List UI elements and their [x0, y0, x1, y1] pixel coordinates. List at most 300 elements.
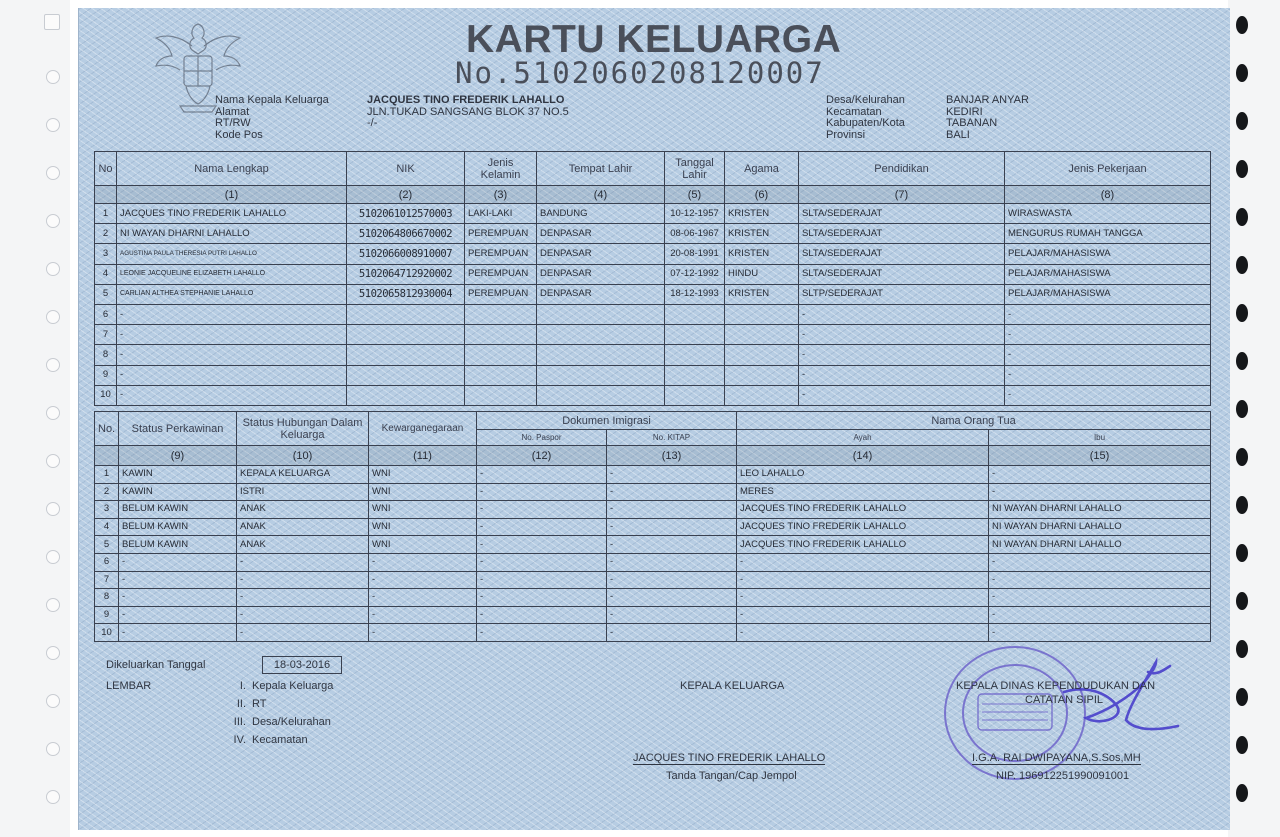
cell-ayah: -	[737, 589, 989, 607]
punch-hole	[1236, 544, 1248, 562]
lembar-roman: III.	[233, 716, 246, 728]
cell-status-perkawinan: BELUM KAWIN	[119, 518, 237, 536]
cell-kewarganegaraan: -	[369, 624, 477, 642]
num-cell: (12)	[477, 446, 607, 466]
value-desa: BANJAR ANYAR	[946, 94, 1029, 106]
punch-hole	[46, 358, 60, 372]
cell-no-paspor: -	[477, 571, 607, 589]
cell-no-kitap: -	[607, 536, 737, 554]
cell-status-hubungan: ANAK	[237, 501, 369, 519]
table-row	[95, 518, 1211, 536]
cell-ayah: -	[737, 624, 989, 642]
tractor-strip-left	[0, 0, 70, 837]
cell-pendidikan: -	[799, 365, 1005, 385]
punch-hole	[46, 70, 60, 84]
row-number: 6	[95, 553, 119, 571]
family-status-table	[94, 411, 1211, 642]
document-title: KARTU KELUARGA	[466, 18, 842, 61]
punch-hole	[1236, 352, 1248, 370]
cell-tempat-lahir	[537, 385, 665, 405]
cell-tempat-lahir: BANDUNG	[537, 204, 665, 224]
lembar-item: Kecamatan	[252, 734, 308, 746]
cell-nama: -	[117, 385, 347, 405]
cell-no-kitap: -	[607, 518, 737, 536]
table-row	[95, 244, 1211, 264]
cell-agama	[725, 385, 799, 405]
num-cell: (8)	[1005, 186, 1211, 204]
punch-hole	[46, 502, 60, 516]
num-cell	[95, 446, 119, 466]
signature-caption: Tanda Tangan/Cap Jempol	[666, 770, 797, 782]
cell-no-kitap: -	[607, 466, 737, 484]
cell-tanggal-lahir	[665, 345, 725, 365]
label-kode-pos: Kode Pos	[215, 128, 263, 141]
cell-pendidikan: -	[799, 325, 1005, 345]
row-number: 7	[95, 325, 117, 345]
cell-kewarganegaraan: -	[369, 589, 477, 607]
cell-status-perkawinan: KAWIN	[119, 483, 237, 501]
th2-status-hubungan: Status Hubungan Dalam Keluarga	[237, 412, 369, 446]
row-number: 1	[95, 204, 117, 224]
punch-hole	[1236, 496, 1248, 514]
cell-agama: KRISTEN	[725, 224, 799, 244]
row-number: 10	[95, 624, 119, 642]
cell-tanggal-lahir: 20-08-1991	[665, 244, 725, 264]
cell-pendidikan: SLTA/SEDERAJAT	[799, 264, 1005, 284]
cell-nik: 5102066008910007	[347, 244, 465, 264]
tractor-strip-right	[1228, 0, 1280, 837]
th-jenis-pekerjaan: Jenis Pekerjaan	[1005, 152, 1211, 186]
num-cell: (7)	[799, 186, 1005, 204]
cell-no-paspor: -	[477, 466, 607, 484]
table-row	[95, 483, 1211, 501]
cell-no-kitap: -	[607, 553, 737, 571]
punch-hole	[46, 166, 60, 180]
cell-ayah: JACQUES TINO FREDERIK LAHALLO	[737, 536, 989, 554]
cell-nik	[347, 345, 465, 365]
cell-kewarganegaraan: WNI	[369, 483, 477, 501]
label-provinsi: Provinsi	[826, 128, 866, 141]
lembar-list	[230, 677, 333, 749]
cell-pendidikan: SLTA/SEDERAJAT	[799, 204, 1005, 224]
row-number: 4	[95, 518, 119, 536]
cell-nik: 5102061012570003	[347, 204, 465, 224]
dinas-title-line2: CATATAN SIPIL	[1025, 694, 1104, 706]
cell-jenis-kelamin	[465, 345, 537, 365]
cell-pekerjaan: MENGURUS RUMAH TANGGA	[1005, 224, 1211, 244]
num-cell: (10)	[237, 446, 369, 466]
cell-ibu: -	[989, 571, 1211, 589]
cell-status-perkawinan: -	[119, 589, 237, 607]
cell-no-kitap: -	[607, 589, 737, 607]
cell-nama: JACQUES TINO FREDERIK LAHALLO	[117, 204, 347, 224]
th2-no-kitap: No. KITAP	[607, 430, 737, 446]
cell-jenis-kelamin	[465, 325, 537, 345]
cell-ayah: MERES	[737, 483, 989, 501]
punch-hole	[1236, 640, 1248, 658]
cell-ibu: -	[989, 466, 1211, 484]
th2-status-perkawinan: Status Perkawinan	[119, 412, 237, 446]
th-pendidikan: Pendidikan	[799, 152, 1005, 186]
cell-status-perkawinan: -	[119, 571, 237, 589]
cell-agama	[725, 365, 799, 385]
punch-hole	[1236, 736, 1248, 754]
cell-ayah: -	[737, 553, 989, 571]
cell-pendidikan: SLTA/SEDERAJAT	[799, 224, 1005, 244]
cell-status-perkawinan: BELUM KAWIN	[119, 536, 237, 554]
th-tempat-lahir: Tempat Lahir	[537, 152, 665, 186]
cell-jenis-kelamin	[465, 385, 537, 405]
cell-status-hubungan: ANAK	[237, 536, 369, 554]
num-cell: (13)	[607, 446, 737, 466]
dinas-title-line1: KEPALA DINAS KEPENDUDUKAN DAN	[956, 680, 1156, 692]
row-number: 2	[95, 224, 117, 244]
cell-nik	[347, 304, 465, 324]
num-cell: (11)	[369, 446, 477, 466]
cell-nama: -	[117, 304, 347, 324]
value-alamat: JLN.TUKAD SANGSANG BLOK 37 NO.5	[367, 105, 569, 118]
cell-agama: HINDU	[725, 264, 799, 284]
th-tanggal-lahir: Tanggal Lahir	[665, 152, 725, 186]
cell-no-paspor: -	[477, 501, 607, 519]
cell-jenis-kelamin: PEREMPUAN	[465, 244, 537, 264]
dinas-officer-name: I.G.A. RAI DWIPAYANA,S.Sos,MH	[972, 752, 1141, 764]
num-cell: (3)	[465, 186, 537, 204]
family-members-table	[94, 151, 1211, 406]
cell-nik: 5102064712920002	[347, 264, 465, 284]
table-row	[95, 345, 1211, 365]
th2-ayah: Ayah	[737, 430, 989, 446]
th2-dokumen-imigrasi: Dokumen Imigrasi	[477, 412, 737, 430]
cell-no-paspor: -	[477, 536, 607, 554]
table-row	[95, 365, 1211, 385]
cell-agama	[725, 325, 799, 345]
cell-nama: -	[117, 325, 347, 345]
punch-hole	[1236, 160, 1248, 178]
header-right-block	[826, 95, 1029, 141]
cell-ibu: -	[989, 624, 1211, 642]
cell-ibu: -	[989, 553, 1211, 571]
cell-tempat-lahir	[537, 325, 665, 345]
table-row	[95, 553, 1211, 571]
cell-agama	[725, 304, 799, 324]
cell-ibu: NI WAYAN DHARNI LAHALLO	[989, 536, 1211, 554]
th2-kewarganegaraan: Kewarganegaraan	[369, 412, 477, 446]
cell-tempat-lahir	[537, 345, 665, 365]
cell-jenis-kelamin: LAKI-LAKI	[465, 204, 537, 224]
num-cell: (2)	[347, 186, 465, 204]
punch-hole	[1236, 64, 1248, 82]
cell-pendidikan: SLTP/SEDERAJAT	[799, 284, 1005, 304]
cell-pekerjaan: PELAJAR/MAHASISWA	[1005, 264, 1211, 284]
punch-hole	[46, 742, 60, 756]
num-cell	[95, 186, 117, 204]
cell-nik	[347, 385, 465, 405]
cell-nik	[347, 325, 465, 345]
cell-status-perkawinan: -	[119, 606, 237, 624]
th-jenis-kelamin: Jenis Kelamin	[465, 152, 537, 186]
label-nama-kepala: Nama Kepala Keluarga	[215, 94, 329, 106]
row-number: 6	[95, 304, 117, 324]
punch-hole	[1236, 304, 1248, 322]
punch-hole	[1236, 400, 1248, 418]
table-row	[95, 536, 1211, 554]
cell-tanggal-lahir: 07-12-1992	[665, 264, 725, 284]
cell-status-hubungan: -	[237, 553, 369, 571]
num-cell: (4)	[537, 186, 665, 204]
row-number: 5	[95, 536, 119, 554]
cell-ayah: -	[737, 606, 989, 624]
punch-hole	[1236, 448, 1248, 466]
cell-nik: 5102064806670002	[347, 224, 465, 244]
th2-ibu: Ibu	[989, 430, 1211, 446]
cell-tanggal-lahir	[665, 304, 725, 324]
cell-tanggal-lahir: 08-06-1967	[665, 224, 725, 244]
kepala-keluarga-title: KEPALA KELUARGA	[680, 680, 785, 692]
row-number: 8	[95, 345, 117, 365]
cell-nama: -	[117, 345, 347, 365]
cell-status-perkawinan: -	[119, 553, 237, 571]
th-nama-lengkap: Nama Lengkap	[117, 152, 347, 186]
punch-hole	[1236, 592, 1248, 610]
cell-ibu: NI WAYAN DHARNI LAHALLO	[989, 518, 1211, 536]
punch-hole	[46, 550, 60, 564]
cell-nik	[347, 365, 465, 385]
lembar-label: LEMBAR	[106, 680, 152, 692]
cell-jenis-kelamin	[465, 365, 537, 385]
issued-date-label: Dikeluarkan Tanggal	[106, 659, 206, 671]
punch-hole	[46, 598, 60, 612]
cell-pendidikan: -	[799, 345, 1005, 365]
kepala-keluarga-name: JACQUES TINO FREDERIK LAHALLO	[633, 752, 826, 764]
cell-pekerjaan: PELAJAR/MAHASISWA	[1005, 284, 1211, 304]
cell-ibu: NI WAYAN DHARNI LAHALLO	[989, 501, 1211, 519]
cell-jenis-kelamin: PEREMPUAN	[465, 284, 537, 304]
value-kabupaten: TABANAN	[946, 117, 998, 129]
table-row	[95, 589, 1211, 607]
cell-no-paspor: -	[477, 624, 607, 642]
cell-status-hubungan: ANAK	[237, 518, 369, 536]
cell-pekerjaan: -	[1005, 304, 1211, 324]
row-number: 4	[95, 264, 117, 284]
cell-pekerjaan: -	[1005, 385, 1211, 405]
cell-pekerjaan: PELAJAR/MAHASISWA	[1005, 244, 1211, 264]
punch-hole	[46, 406, 60, 420]
table-row	[95, 304, 1211, 324]
table-row	[95, 466, 1211, 484]
value-kecamatan: KEDIRI	[946, 105, 983, 118]
th-no: No	[95, 152, 117, 186]
table-row	[95, 571, 1211, 589]
cell-status-perkawinan: -	[119, 624, 237, 642]
cell-kewarganegaraan: -	[369, 606, 477, 624]
cell-tempat-lahir	[537, 365, 665, 385]
cell-pendidikan: SLTA/SEDERAJAT	[799, 244, 1005, 264]
header-left-block	[215, 95, 569, 141]
row-number: 9	[95, 365, 117, 385]
cell-agama: KRISTEN	[725, 244, 799, 264]
lembar-item: Desa/Kelurahan	[252, 716, 331, 728]
row-number: 9	[95, 606, 119, 624]
lembar-roman: II.	[236, 698, 246, 710]
cell-ayah: -	[737, 571, 989, 589]
row-number: 2	[95, 483, 119, 501]
num-cell: (9)	[119, 446, 237, 466]
cell-pekerjaan: WIRASWASTA	[1005, 204, 1211, 224]
cell-status-perkawinan: KAWIN	[119, 466, 237, 484]
lembar-item: RT	[252, 698, 267, 710]
cell-tanggal-lahir: 10-12-1957	[665, 204, 725, 224]
punch-hole	[1236, 784, 1248, 802]
cell-kewarganegaraan: WNI	[369, 518, 477, 536]
table-row	[95, 325, 1211, 345]
th-nik: NIK	[347, 152, 465, 186]
label-kabupaten: Kabupaten/Kota	[826, 117, 905, 129]
issued-date-box: 18-03-2016	[262, 656, 342, 674]
table-row	[95, 501, 1211, 519]
lembar-roman: IV.	[233, 734, 246, 746]
cell-nama: AGUSTINA PAULA THERESIA PUTRI LAHALLO	[117, 244, 347, 264]
cell-nama: LEONIE JACQUELINE ELIZABETH LAHALLO	[117, 264, 347, 284]
cell-tanggal-lahir: 18-12-1993	[665, 284, 725, 304]
cell-ibu: -	[989, 589, 1211, 607]
punch-hole	[1236, 112, 1248, 130]
cell-tempat-lahir: DENPASAR	[537, 224, 665, 244]
punch-hole	[46, 310, 60, 324]
cell-no-kitap: -	[607, 501, 737, 519]
punch-hole	[1236, 16, 1248, 34]
table-row	[95, 284, 1211, 304]
cell-agama: KRISTEN	[725, 284, 799, 304]
cell-agama	[725, 345, 799, 365]
cell-status-hubungan: -	[237, 571, 369, 589]
label-alamat: Alamat	[215, 105, 250, 118]
table-row	[95, 264, 1211, 284]
label-desa: Desa/Kelurahan	[826, 94, 905, 106]
row-number: 3	[95, 244, 117, 264]
cell-tempat-lahir: DENPASAR	[537, 284, 665, 304]
cell-pekerjaan: -	[1005, 365, 1211, 385]
cell-nama: -	[117, 365, 347, 385]
cell-status-hubungan: -	[237, 624, 369, 642]
table-row	[95, 624, 1211, 642]
cell-pekerjaan: -	[1005, 325, 1211, 345]
cell-no-paspor: -	[477, 483, 607, 501]
cell-ayah: JACQUES TINO FREDERIK LAHALLO	[737, 501, 989, 519]
cell-status-hubungan: -	[237, 606, 369, 624]
cell-ibu: -	[989, 606, 1211, 624]
column-number-row	[95, 186, 1211, 204]
cell-tanggal-lahir	[665, 385, 725, 405]
lembar-item: Kepala Keluarga	[252, 680, 334, 692]
table-row	[95, 224, 1211, 244]
punch-hole	[1236, 208, 1248, 226]
document-number: No.5102060208120007	[455, 56, 825, 90]
cell-no-kitap: -	[607, 624, 737, 642]
cell-tanggal-lahir	[665, 365, 725, 385]
punch-hole	[1236, 688, 1248, 706]
row-number: 7	[95, 571, 119, 589]
cell-tempat-lahir	[537, 304, 665, 324]
punch-hole	[1236, 256, 1248, 274]
cell-pekerjaan: -	[1005, 345, 1211, 365]
cell-kewarganegaraan: -	[369, 571, 477, 589]
cell-kewarganegaraan: WNI	[369, 466, 477, 484]
table-row	[95, 606, 1211, 624]
num-cell: (1)	[117, 186, 347, 204]
th2-nama-orang-tua: Nama Orang Tua	[737, 412, 1211, 430]
cell-nama: CARLIAN ALTHEA STEPHANIE LAHALLO	[117, 284, 347, 304]
punch-hole	[46, 646, 60, 660]
cell-jenis-kelamin: PEREMPUAN	[465, 264, 537, 284]
cell-pendidikan: -	[799, 304, 1005, 324]
th-agama: Agama	[725, 152, 799, 186]
dinas-officer-nip: NIP. 196912251990091001	[996, 770, 1130, 782]
cell-jenis-kelamin	[465, 304, 537, 324]
punch-hole	[46, 118, 60, 132]
table-row	[95, 204, 1211, 224]
th2-no-paspor: No. Paspor	[477, 430, 607, 446]
num-cell: (14)	[737, 446, 989, 466]
cell-no-paspor: -	[477, 606, 607, 624]
cell-kewarganegaraan: WNI	[369, 536, 477, 554]
row-number: 3	[95, 501, 119, 519]
punch-hole	[46, 790, 60, 804]
corner-box	[44, 14, 60, 30]
value-rt-rw: -/-	[367, 117, 378, 129]
cell-agama: KRISTEN	[725, 204, 799, 224]
cell-no-paspor: -	[477, 518, 607, 536]
row-number: 8	[95, 589, 119, 607]
punch-hole	[46, 214, 60, 228]
value-nama-kepala: JACQUES TINO FREDERIK LAHALLO	[367, 94, 565, 106]
cell-ayah: JACQUES TINO FREDERIK LAHALLO	[737, 518, 989, 536]
cell-pendidikan: -	[799, 385, 1005, 405]
cell-kewarganegaraan: WNI	[369, 501, 477, 519]
cell-status-perkawinan: BELUM KAWIN	[119, 501, 237, 519]
cell-tanggal-lahir	[665, 325, 725, 345]
value-provinsi: BALI	[946, 128, 970, 141]
cell-status-hubungan: ISTRI	[237, 483, 369, 501]
cell-tempat-lahir: DENPASAR	[537, 244, 665, 264]
lembar-roman: I.	[239, 680, 246, 692]
cell-no-kitap: -	[607, 483, 737, 501]
row-number: 5	[95, 284, 117, 304]
cell-status-hubungan: -	[237, 589, 369, 607]
num-cell: (6)	[725, 186, 799, 204]
cell-nama: NI WAYAN DHARNI LAHALLO	[117, 224, 347, 244]
cell-jenis-kelamin: PEREMPUAN	[465, 224, 537, 244]
punch-hole	[46, 454, 60, 468]
cell-ayah: LEO LAHALLO	[737, 466, 989, 484]
cell-no-paspor: -	[477, 589, 607, 607]
label-rt-rw: RT/RW	[215, 117, 251, 129]
cell-kewarganegaraan: -	[369, 553, 477, 571]
cell-ibu: -	[989, 483, 1211, 501]
cell-nik: 5102065812930004	[347, 284, 465, 304]
cell-status-hubungan: KEPALA KELUARGA	[237, 466, 369, 484]
table-row	[95, 385, 1211, 405]
th2-no: No.	[95, 412, 119, 446]
punch-hole	[46, 694, 60, 708]
column-number-row	[95, 446, 1211, 466]
row-number: 10	[95, 385, 117, 405]
cell-no-kitap: -	[607, 571, 737, 589]
label-kecamatan: Kecamatan	[826, 105, 882, 118]
num-cell: (5)	[665, 186, 725, 204]
cell-tempat-lahir: DENPASAR	[537, 264, 665, 284]
cell-no-kitap: -	[607, 606, 737, 624]
